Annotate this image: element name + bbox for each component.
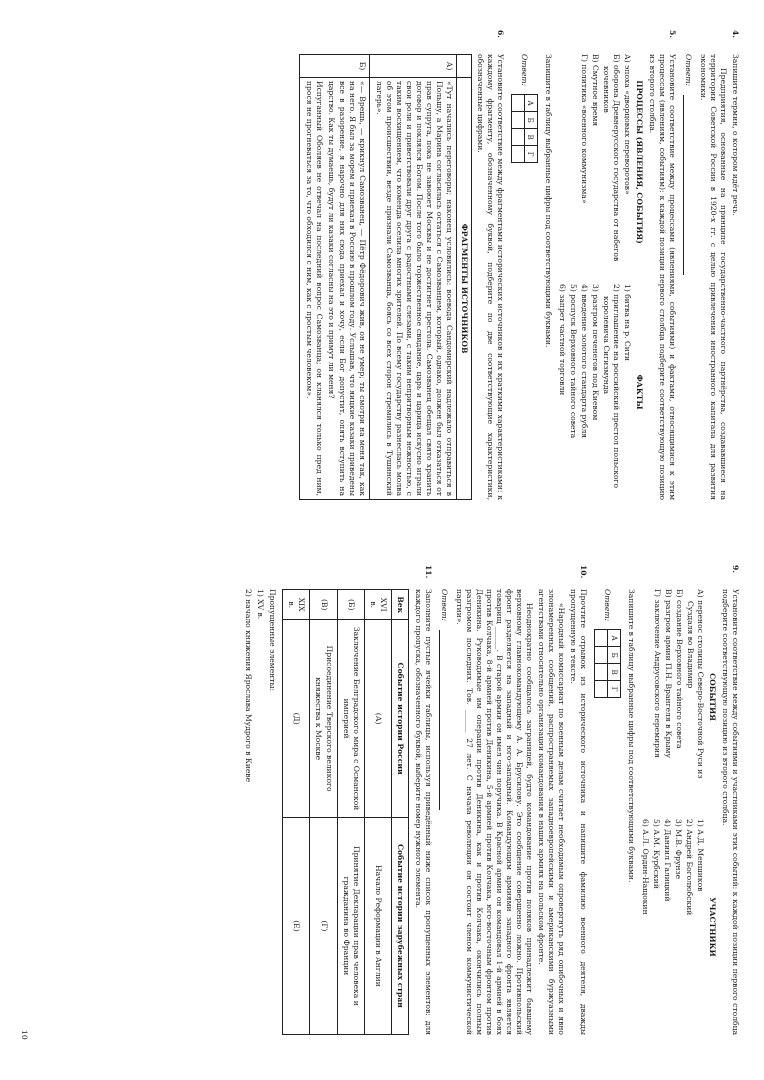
- right-page: [237, 565, 740, 1035]
- answer-label: Ответ:: [439, 589, 449, 622]
- answer-row: [511, 54, 538, 500]
- participants-column: [639, 819, 717, 1035]
- list-item: В) Смутное время: [590, 54, 600, 127]
- page-number: 10: [20, 1030, 29, 1040]
- fragment-text: «— Врешь, — крикнул Самозванец, — Пётр Фёдорович жив, он не умер; ты смотри на меня так, как на него. Я был за морем и приехал в Россию в прошлом году. Услышав, что яицкие казаки приведены все в разорение, я нарочно для них сюда приехал и хочу, если Бог допустит, опять вступить на царство. Как ты думаешь, будут ли казаки согласны на это и примут ли меня? Испуганный Оболяев не отвечал на последний вопрос Самозванца; он кланялся только пред ним, прося не прогневаться за то, что обходился с ним, как с простым человеком».: [300, 78, 369, 500]
- task-number: 6.: [495, 30, 505, 38]
- answer-cell[interactable]: [511, 146, 524, 163]
- task-instruction: Установите соответствие между событиями и участниками этих событий: к каждой позиции первого столбца подберите соответствующую позицию из второго столбца.: [720, 589, 740, 1035]
- column-header: ПРОЦЕССЫ (ЯВЛЕНИЯ, СОБЫТИЯ): [634, 80, 644, 244]
- table-note: Запишите в таблицу выбранные цифры под соответствующими буквами.: [543, 54, 553, 348]
- list-item: В) разгром армии П.Н. Врангеля в Крыму: [663, 589, 673, 758]
- list-item: 4) введение золотого стандарта рубля: [579, 284, 589, 439]
- task-text: Предприятия, основанные на принципе государственно-частного партнёрства, создававшиеся на территории Советской России в 1920-х гг. с целью привлечения иностранного капитала для развития экономики.: [698, 54, 728, 500]
- history-table: [282, 589, 408, 1035]
- missing-label: Пропущенные элементы:: [268, 589, 278, 692]
- list-item: 2) приглашение на российский престол польского королевича Сигизмунда: [601, 284, 621, 489]
- list-item: 6) А.Л. Ордин-Нащокин: [640, 819, 650, 915]
- answer-row: [439, 589, 449, 1035]
- task-4: [683, 30, 740, 500]
- column-header: Событие истории зарубежных стран: [391, 817, 408, 1034]
- task-instruction: Запишите термин, о котором идёт речь.: [731, 54, 740, 216]
- answer-cell[interactable]: [511, 112, 524, 129]
- fragments-table: [299, 54, 471, 500]
- task-number: 9.: [731, 565, 740, 573]
- answer-label: Ответ:: [603, 589, 613, 622]
- answer-table: [594, 629, 621, 698]
- list-item: Б) оборона Древнерусского государства от набегов кочевников: [601, 54, 621, 262]
- answer-cell[interactable]: [594, 630, 607, 647]
- table-row: (Б) Заключение Белградского мира с Османской империей Принятие Декларации прав человека и гражданина во Франции: [337, 590, 364, 1035]
- list-item: Б) создание Верховного тайного совета: [674, 589, 684, 749]
- task-11: [243, 565, 432, 1035]
- letter-cell: Б: [607, 647, 620, 664]
- letter-cell: В: [524, 129, 537, 146]
- letter-cell: Г: [524, 146, 537, 163]
- source-paragraph: Неоднократно сообщалось заграницей, будто командование против поляков принадлежит бывшему верховному главнокомандующему А. А. Брусилову. Это сообщение совершенно ложно. Противпольский фронт разделяется на западный и юго-западный. Командующим армиями западного фронта является товарищ ______. В старой армии он имел чин поручика. В Красной армии он командовал 1-й армией в боях против Колчака, 8-й армией против Деникина, 5-й армией против Колчака, юго-восточным фронтом против Деникина. Руководимые им операции против Деникина, как и против Колчака, окончились полным разгромом последних. Тов. ______ 27 лет. С начала революции он состоит членом коммунистической партии».: [454, 589, 534, 1035]
- matching-columns: [556, 54, 644, 500]
- facts-column: [556, 284, 644, 500]
- answer-cell[interactable]: [511, 129, 524, 146]
- fragment-label: А): [369, 55, 456, 78]
- list-item: 5) роспуск Верховного тайного совета: [568, 284, 578, 439]
- letter-cell: Г: [607, 681, 620, 698]
- list-item: 2) Андрей Боголюбский: [684, 819, 694, 916]
- answer-cell[interactable]: [511, 95, 524, 112]
- column-header: ФАКТЫ: [634, 374, 644, 410]
- list-item: 5) А.М. Курбский: [651, 819, 661, 889]
- column-header: Событие истории России: [391, 620, 408, 817]
- events-column: [639, 589, 717, 805]
- list-item: Г) заключение Андрусовского перемирия: [652, 589, 662, 758]
- table-row: XVI в. (А) Начало Реформации в Англии: [364, 590, 391, 1035]
- answer-label: Ответ:: [683, 54, 693, 87]
- task-instruction: Установите соответствие между процессами (явлениями, событиями) и фактами, относящимися к этим процессам (явлениям, событиям): к каждой позиции первого столбца подберите соответствующую позицию из второго столбца.: [647, 54, 677, 500]
- letter-cell: А: [524, 95, 537, 112]
- matching-columns: [639, 589, 717, 1035]
- list-item: 1) битва на р. Сити: [622, 284, 632, 362]
- list-item: Г) политика «военного коммунизма»: [579, 54, 589, 204]
- task-instruction: Прочтите отрывок из исторического источника и напишите фамилию военного деятеля, дважды пропущенную в тексте.: [568, 589, 588, 1035]
- source-paragraph: «Народный комиссариат по военным делам считает необходимым опровергнуть ряд опибочных и явно злонамеренных сообщений, распространяемых западноевропейскими и американскими буржуазными агентствами относительно организации командования в наших армиях на польском фронте.: [536, 589, 566, 1035]
- table-row: XIX в. (Д) (Е): [283, 590, 310, 1035]
- fragment-text: «Тут начались переговоры; наконец условились: воевода Сандомирский надлежало отправиться в Польшу, а Марина согласилась остаться с Самозванцем, который, однако, должен был отказаться от прав супруга, пока не завоюет Москвы и не достигнет престола. Самозванец обещал свято хранить договор и поклялся Богом. После того было торжественное свидание, царь и царица искусно играли свои роли и приветствовали друг друга с радостными слезами, с таким непритворным нежностью, с таким восхищением, что коменда оселила многих зрителей. По всему государству разнеслась молва об этом происшествии, везде признали Самозванца, боясь со всех сторон стремились в Тушинский лагерь».: [369, 78, 456, 500]
- table-row: (В) Присоединение Тверского великого княжества к Москве (Г): [310, 590, 337, 1035]
- column-header: СОБЫТИЯ: [707, 673, 717, 721]
- list-item: 1) А.Д. Меншиков: [695, 819, 705, 892]
- answer-field[interactable]: [683, 95, 692, 275]
- column-header: УЧАСТНИКИ: [707, 897, 717, 957]
- missing-item: 1) XV в.: [256, 589, 266, 620]
- list-item: А) перенос столицы Северо-Восточной Руси из Суздаля во Владимир: [685, 589, 705, 779]
- table-note: Запишите в таблицу выбранные цифры под соответствующими буквами.: [626, 589, 636, 883]
- letter-cell: Б: [524, 112, 537, 129]
- answer-table: [511, 94, 538, 163]
- list-item: 3) разгром печенегов под Киевом: [590, 284, 600, 421]
- list-item: 6) запрет частной торговли: [557, 284, 567, 396]
- list-item: 4) Даниил Галицкий: [662, 819, 672, 902]
- list-item: 3) М.В. Фрунзе: [673, 819, 683, 880]
- answer-label: Ответ:: [520, 54, 530, 87]
- task-10: [439, 565, 588, 1035]
- answer-row: [594, 589, 621, 1035]
- letter-cell: В: [607, 664, 620, 681]
- answer-row: [683, 54, 693, 500]
- task-6: [299, 30, 504, 500]
- task-instruction: Заполните пустые ячейки таблицы, используя приведённый ниже список пропущенных элементов: для каждого пропуска, обозначенного буквой, выберите номер нужного элемента.: [413, 589, 433, 1035]
- task-9: [594, 565, 740, 1035]
- fragment-label: Б): [300, 55, 369, 78]
- processes-column: [556, 54, 644, 270]
- answer-cell[interactable]: [594, 681, 607, 698]
- left-page: [293, 30, 740, 500]
- task-number: 4.: [731, 30, 740, 38]
- task-number: 11.: [423, 565, 433, 579]
- task-number: 5.: [667, 30, 677, 38]
- column-header: Век: [391, 590, 408, 620]
- letter-cell: А: [607, 630, 620, 647]
- task-5: [511, 30, 677, 500]
- fragments-header: ФРАГМЕНТЫ ИСТОЧНИКОВ: [456, 78, 471, 500]
- missing-item: 2) начало княжения Ярослава Мудрого в Киеве: [244, 589, 254, 783]
- list-item: А) эпоха «дворцовых переворотов»: [622, 54, 632, 195]
- task-number: 10.: [578, 565, 588, 579]
- answer-cell[interactable]: [594, 647, 607, 664]
- answer-cell[interactable]: [594, 664, 607, 681]
- answer-field[interactable]: [439, 630, 448, 810]
- task-instruction: Установите соответствие между фрагментами исторических источников и их краткими характеристиками: к каждому фрагменту, обозначенному буквой, подберите по две соответствующие характеристики, обозначенные цифрами.: [475, 54, 505, 500]
